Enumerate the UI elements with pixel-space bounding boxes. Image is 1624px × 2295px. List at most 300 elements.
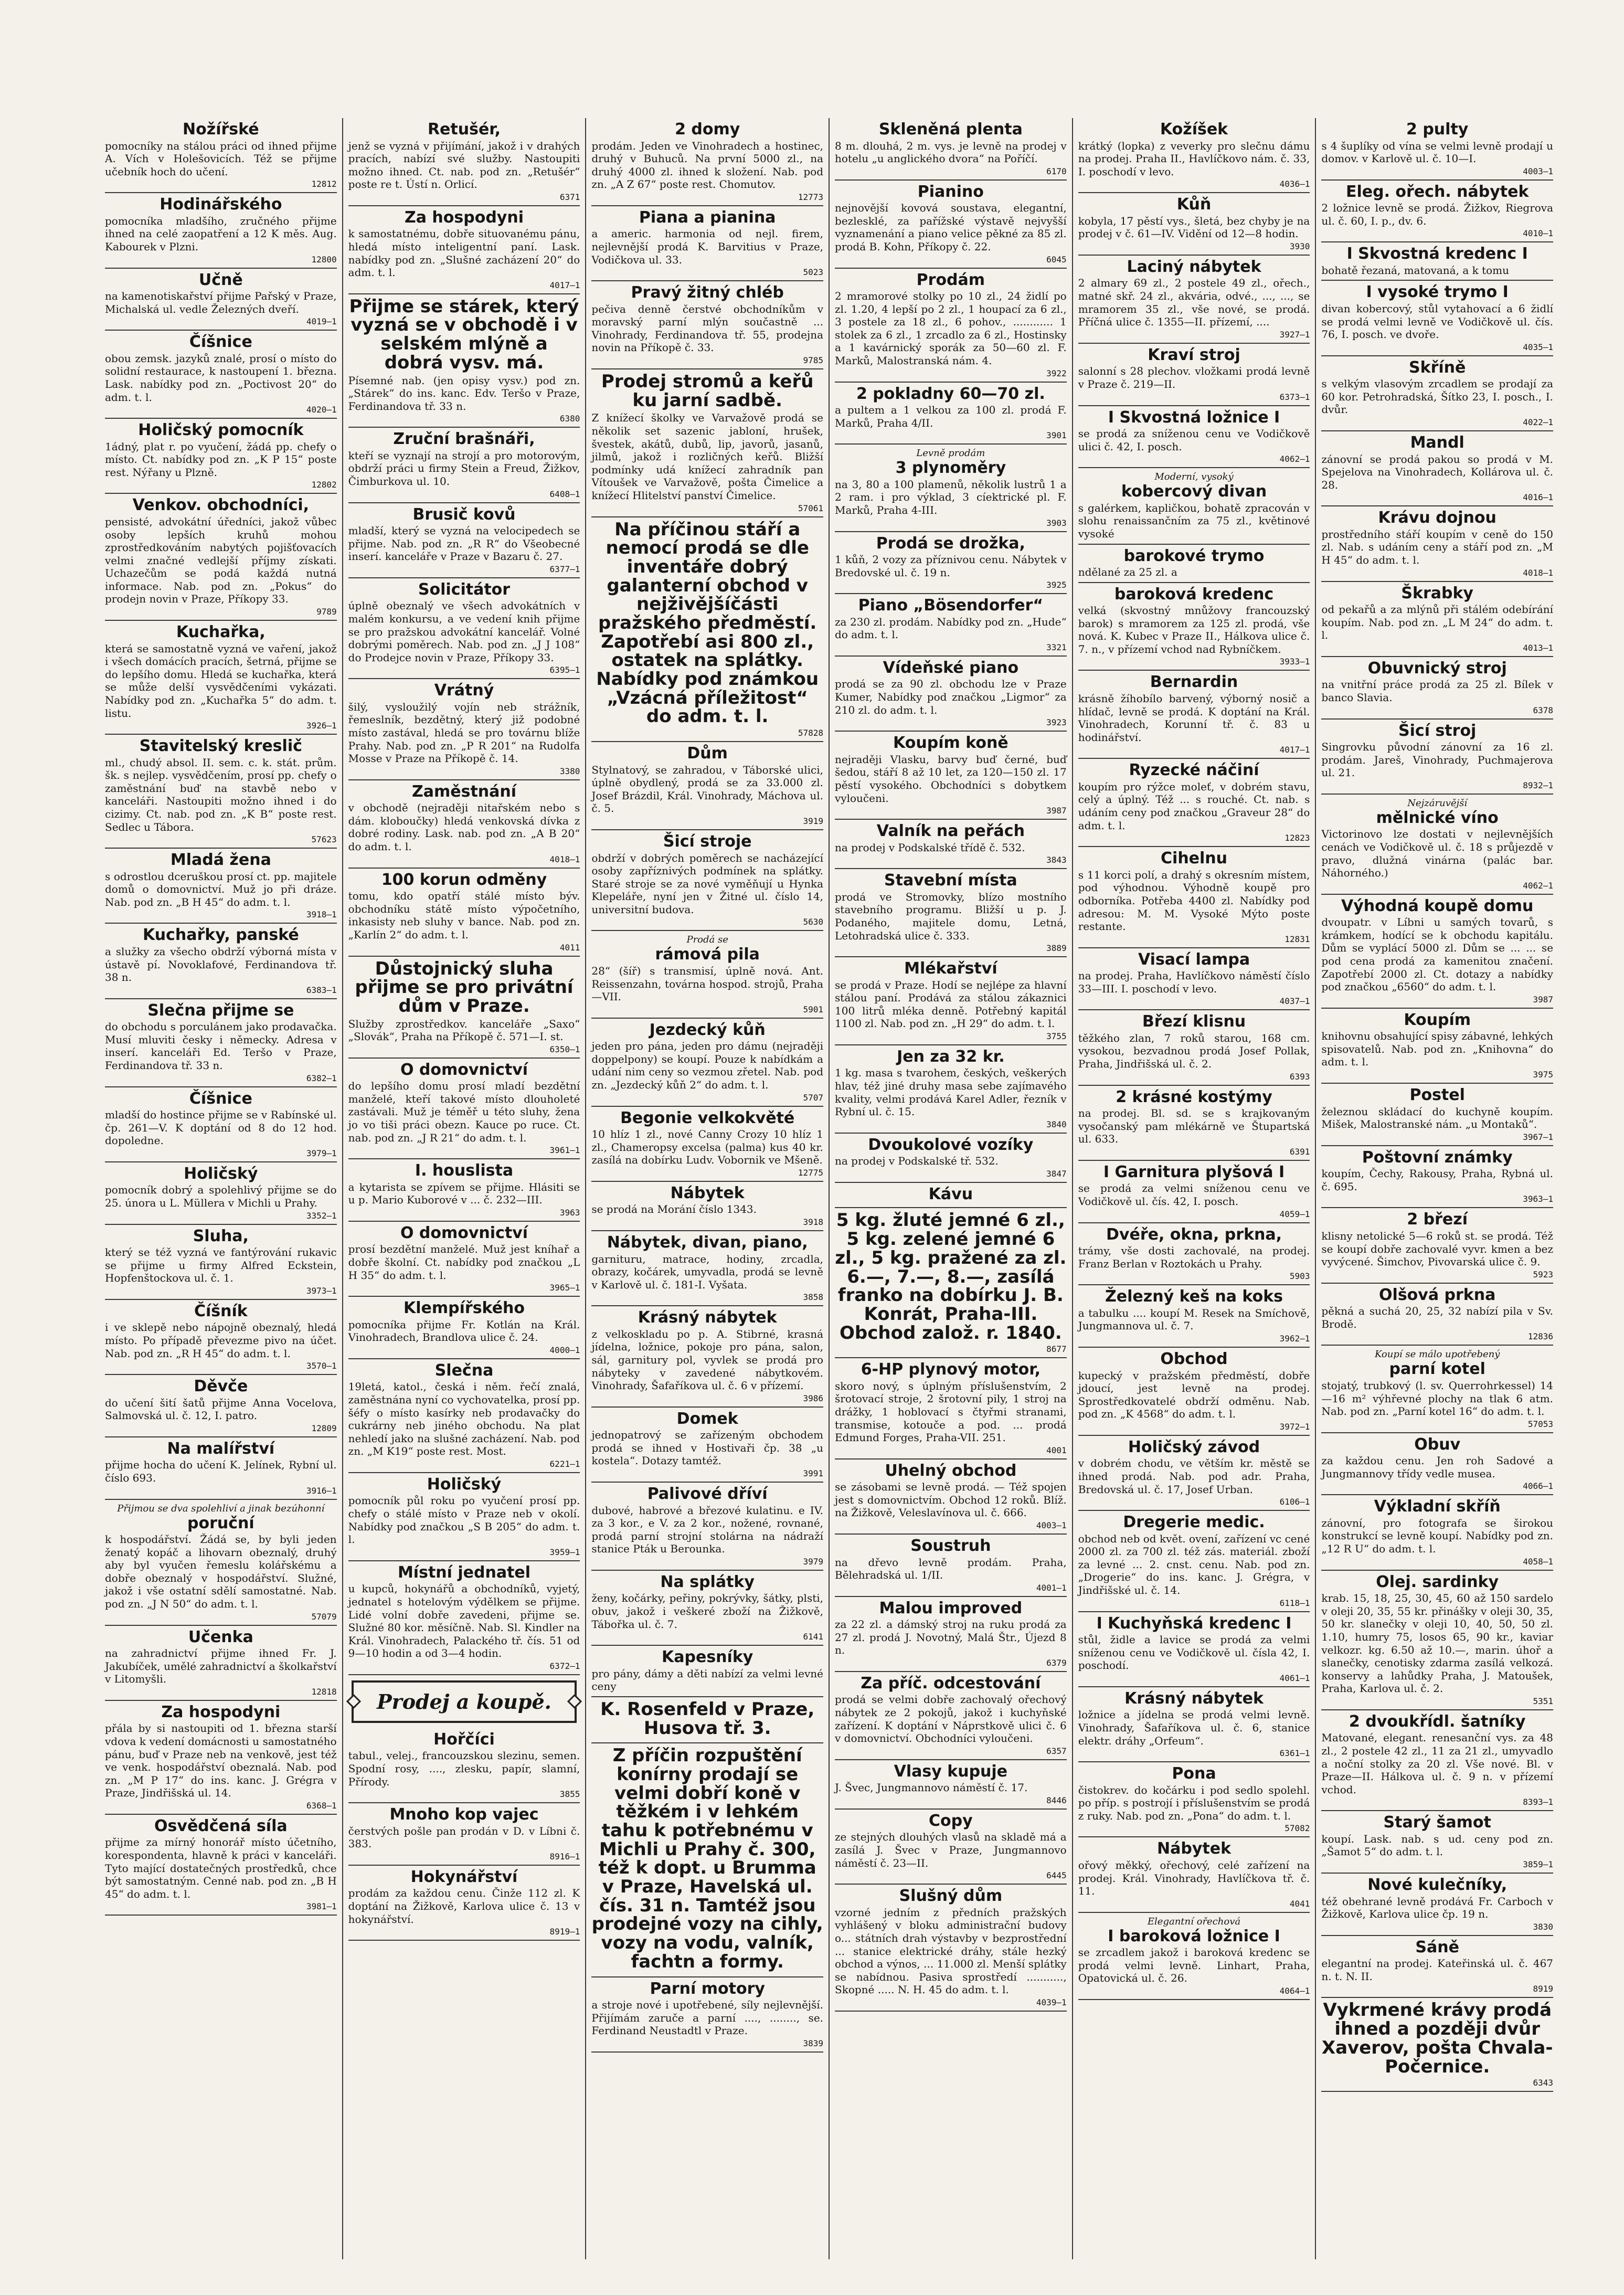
classified-ad bbox=[835, 1045, 1067, 1134]
ad-reference-number: 4059—1 bbox=[1279, 1209, 1310, 1219]
ad-reference-number: 5630 bbox=[803, 917, 824, 927]
ad-headline: Retušér, bbox=[427, 120, 501, 139]
ad-headline: I Skvostná kredenc I bbox=[1346, 245, 1528, 263]
classified-ad bbox=[1321, 657, 1553, 720]
ad-text: z velkoskladu po p. A. Stibrné, krasná jídelna, ložnice, pokoje pro pána, salon, sál, garnitury pol, vyvlek se prodá pro nábyteky v zavedené nábytkovém. Vinohrady, Šafaříkova ul. č. 6 v přízemí. bbox=[591, 1327, 824, 1392]
ad-headline: Nové kulečníky, bbox=[1367, 1876, 1508, 1895]
ad-headline: Učně bbox=[198, 270, 243, 289]
classified-ad bbox=[835, 1183, 1067, 1209]
ad-reference-number: 5351 bbox=[1533, 1696, 1554, 1706]
ad-reference-number: 3981—1 bbox=[306, 1901, 337, 1912]
ad-reference-number: 4003—1 bbox=[1523, 166, 1554, 176]
ad-text: prosí bezdětní manželé. Muž jest kníhař a dobře školní. Ct. nabídky pod značkou „L H 35“ do adm. t. l. bbox=[348, 1243, 580, 1282]
ad-text: ložnice a jídelna se prodá velmi levně. Vinohrady, Šafaříkova ul. č. 6, stanice elektr. dráhy „Orfeum“. bbox=[1078, 1708, 1310, 1747]
ad-headline: Za příč. odcestování bbox=[861, 1674, 1041, 1693]
classified-ad bbox=[835, 1460, 1067, 1535]
ad-reference-number: 4035—1 bbox=[1523, 342, 1554, 352]
ad-headline: Vykrmené krávy prodá ihned a později dvůr Xaverov, pošta Chvala-Počernice. bbox=[1321, 2000, 1553, 2077]
ad-text: 2 ložnice levně se prodá. Žižkov, Riegrova ul. č. 60, I. p., dv. 6. bbox=[1321, 202, 1554, 227]
ad-text: jednopatrový se zařízeným obchodem prodá se ihned v Hostivaři čp. 38 „u kostela“. Dotazy tamtéž. bbox=[591, 1429, 824, 1467]
ad-text: 28“ (šíř) s transmisí, úplně nová. Ant. Reissenzahn, továrna hospod. strojů, Praha—VII. bbox=[591, 964, 824, 1003]
ad-text: 1 kůň, 2 vozy za příznivou cenu. Nábytek v Bredovské ul. č. 19 n. bbox=[835, 553, 1067, 579]
classified-ad bbox=[1321, 1811, 1553, 1874]
classified-ad bbox=[835, 732, 1067, 820]
ad-headline: Piano „Bösendorfer“ bbox=[858, 596, 1044, 615]
classified-ad bbox=[835, 594, 1067, 657]
ad-reference-number: 3918—1 bbox=[306, 909, 337, 920]
ad-headline: Za hospodyni bbox=[404, 208, 524, 227]
classified-ad bbox=[105, 924, 337, 999]
ad-headline: Domek bbox=[676, 1409, 738, 1428]
ad-headline: Sluha, bbox=[193, 1226, 249, 1245]
ad-headline: 2 pulty bbox=[1406, 120, 1469, 139]
ad-headline: Hokynářství bbox=[410, 1867, 518, 1886]
ad-text: jeden pro pána, jeden pro dámu (nejraději doppelpony) se koupí. Pouze k nabídkám a udání nim ceny so vezmou zřetel. Nab. pod zn. „Jezdecký kůň 2“ do adm. t. l. bbox=[591, 1040, 824, 1092]
ad-reference-number: 5901 bbox=[803, 1004, 824, 1014]
ad-headline: Z příčin rozpuštění konírny prodají se velmi dobří koně v těžkém i v lehkém tahu k potřebnému v Michli u Prahy č. 300, též k dopt. u Brumma v Praze, Havelská ul. čís. 31 n. Tamtéž jsou prodejné vozy na cihly, vozy na vodu, valník, fachtn a formy. bbox=[591, 1745, 823, 1972]
ad-reference-number: 8677 bbox=[1046, 1344, 1067, 1355]
ad-headline: Jezdecký kůň bbox=[649, 1020, 766, 1039]
ad-text: Z knížecí školky ve Varvažově prodá se několik set sazenic jabloní, hrušek, švestek, akátů, dubů, lip, javorů, jasanů, jilmů, jakož i rozličných keřů. Bližší podmínky udá knížecí zahradník pan Vítoušek ve Varvažově, pošta Čimelice a knížecí Hlitelství panství Čimelice. bbox=[591, 411, 824, 502]
classified-ad bbox=[835, 1810, 1067, 1885]
ad-headline: Bernardin bbox=[1150, 673, 1238, 692]
classified-ad bbox=[348, 1059, 580, 1159]
classified-ad bbox=[105, 118, 337, 193]
ad-text: tabul., velej., francouzskou slezinu, semen. Spodní rosy, ...., zlesku, papír, slamní, Přírody. bbox=[348, 1749, 580, 1788]
ad-text: úplně obeznalý ve všech advokátních v malém konkursu, a ve vedení knih přijme se pro pražskou advokátní kancelář. Volné dobrými poměrech. Nab. pod zn. „J J 108“ do Prodejce novin v Praze, Příkopy 33. bbox=[348, 599, 580, 664]
classified-ad bbox=[105, 999, 337, 1087]
ad-text: do učení šití šatů přijme Anna Vocelova, Salmovská ul. č. 12, I. patro. bbox=[105, 1396, 337, 1422]
classified-ad bbox=[835, 118, 1067, 181]
ad-reference-number: 4016—1 bbox=[1523, 492, 1554, 503]
ad-headline: Přijme se stárek, který vyzná se v obchodě i v selském mlýně a dobrá vysv. má. bbox=[349, 295, 579, 373]
ad-text: salonní s 28 plechov. vložkami prodá levně v Praze č. 219—II. bbox=[1078, 365, 1310, 390]
classified-ad bbox=[591, 206, 823, 281]
ad-text: ze stejných dlouhých vlasů na skladě má a zasílá J. Švec v Praze, Jungmannovo náměstí č. 23—II. bbox=[835, 1831, 1067, 1869]
ad-text: se zásobami se levně prodá. — Též spojen jest s domovnictvím. Obchod 12 roků. Blíž. na Žižkově, Veleslavínova ul. č. 666. bbox=[835, 1480, 1067, 1519]
classified-ad bbox=[591, 742, 823, 830]
ad-reference-number: 4066—1 bbox=[1523, 1481, 1554, 1492]
ad-headline: Dvoukolové vozíky bbox=[868, 1135, 1034, 1154]
classified-ad bbox=[1321, 1346, 1553, 1433]
ad-text: 2 mramorové stolky po 10 zl., 24 židlí po zl. 1.20, 4 lepší po 2 zl., 1 houpací za 6 zl., 3 postele za 18 zl., 6 pohov., ............ 1 stolek za 6 zl., 1 zrcadlo za 6 zl., Hostinsky a 1 kavárnický sporák za 50—60 zl. F. Marků, Malostranská nám. 4. bbox=[835, 290, 1067, 367]
ad-text: pomocníky na stálou práci od ihned přijme A. Vích v Holešovicích. Též se přijme učebník hoch do učení. bbox=[105, 139, 337, 178]
ad-text: Matované, elegant. renesanční vys. za 48 zl., 2 postele 42 zl., 11 za 21 zl., umyvadlo a noční stolky za 20 zl. Vše nové. Bl. v Praze—II. Hálkova ul. č. 9 n. v přízemí vchod. bbox=[1321, 1731, 1554, 1796]
ad-reference-number: 6368—1 bbox=[306, 1800, 337, 1811]
ad-headline: I. houslista bbox=[415, 1161, 514, 1180]
ad-headline: Nožířské bbox=[183, 120, 259, 139]
ad-headline: Hořčíci bbox=[433, 1730, 495, 1749]
classified-ad bbox=[835, 657, 1067, 732]
ad-reference-number: 6045 bbox=[1046, 254, 1067, 265]
ad-text: šilý, vysloužilý vojín neb strážník, řemeslník, bezdětný, který již podobné místo zastával, hledá se pro továrnu blíže Prahy. Nab. pod zn. „P R 201“ na Rudolfa Mosse v Praze na Příkopě č. 14. bbox=[348, 700, 580, 765]
ad-text: se prodá za sníženou cenu ve Vodičkově ulici č. 42, I. posch. bbox=[1078, 427, 1310, 453]
ad-headline: Šicí stroj bbox=[1398, 721, 1477, 740]
ad-text: s 11 korci polí, a drahý s okresním místem, pod výhodnou. Výhodně koupě pro odborníka. Potřeba 4400 zl. Nabídky pod adresou: M. M. Vysoké Mýto poste restante. bbox=[1078, 868, 1310, 933]
ad-text: prodám. Jeden ve Vinohradech a hostinec, druhý v Buhuců. Na první 5000 zl., na druhý 4000 zl. ihned k složení. Nab. pod zn. „A Z 67“ poste rest. Chomutov. bbox=[591, 139, 824, 191]
ad-text: též obehrané levně prodává Fr. Carboch v Žižkově, Karlova ulice čp. 19 n. bbox=[1321, 1895, 1554, 1921]
ad-headline: rámová pila bbox=[655, 945, 760, 964]
classified-ad bbox=[348, 206, 580, 294]
ad-headline: Učenka bbox=[188, 1627, 253, 1646]
classified-ad bbox=[1078, 1285, 1310, 1348]
classified-ad bbox=[348, 503, 580, 578]
ad-reference-number: 6221—1 bbox=[549, 1458, 580, 1469]
ad-headline: Na příčinou stáří a nemocí prodá se dle inventáře dobrý galanterní obchod v nejživějšíčásti pražského předměstí. Zapotřebí asi 800 zl., ostatek na splátky. Nabídky pod známkou „Vzácná příležitost“ do adm. t. l. bbox=[596, 519, 819, 727]
ad-reference-number: 4019—1 bbox=[306, 316, 337, 327]
ad-text: do lepšího domu prosí mladí bezdětní manželé, kteří takové místo dlouholeté zastávali. Muž je téměř u této sluhy, žena jo vo tiši práci obezn. Kauce po ruce. Ct. nab. pod zn. „J R 21“ do adm. t. l. bbox=[348, 1080, 580, 1144]
classified-ad bbox=[591, 1571, 823, 1646]
ad-text: prodá se za 90 zl. obchodu lze v Praze Kumer, Nabídky pod značkou „Ligmor“ za 210 zl. do adm. t. l. bbox=[835, 678, 1067, 716]
ad-reference-number: 3930 bbox=[1289, 241, 1310, 251]
ad-reference-number: 6372—1 bbox=[549, 1661, 580, 1671]
ad-preface: Moderní, vysoký bbox=[1154, 471, 1234, 483]
ad-text: a služky za všecho obdrží výborná místa v ústavě pí. Novoklafové, Ferdinandova tř. 38 n. bbox=[105, 945, 337, 984]
ad-reference-number: 3991 bbox=[803, 1468, 824, 1479]
ad-reference-number: 3979—1 bbox=[306, 1148, 337, 1158]
ad-text: krásně žíhobílo barvený, výborný nosič a hlídač, levně se prodá. K doptání na Král. Vinohradech, Korunní tř. č. 83 u hodinářství. bbox=[1078, 692, 1310, 744]
classified-ad bbox=[105, 1225, 337, 1300]
ad-reference-number: 3840 bbox=[1046, 1119, 1067, 1129]
ad-reference-number: 3927—1 bbox=[1279, 329, 1310, 340]
ad-reference-number: 57623 bbox=[311, 834, 337, 845]
ad-reference-number: 3923 bbox=[1046, 717, 1067, 728]
ad-headline: Koupím bbox=[1404, 1010, 1471, 1029]
ad-reference-number: 4018—1 bbox=[549, 854, 580, 864]
ad-text: do obchodu s porculánem jako prodavačka. Musí mluviti česky i německy. Adresa v inserí. kanceláři Ed. Teršo v Praze, Ferdinandova tř. 33 n. bbox=[105, 1020, 337, 1072]
ad-reference-number: 3962—1 bbox=[1279, 1334, 1310, 1344]
ad-preface: Přijmou se dva spolehliví a jinak bezúhonní bbox=[117, 1503, 325, 1514]
ad-headline: Vlasy kupuje bbox=[894, 1762, 1008, 1781]
ad-reference-number: 12773 bbox=[798, 192, 824, 202]
ad-headline: Copy bbox=[929, 1811, 973, 1830]
ad-text: ženy, kočárky, peřiny, pokrývky, šátky, plsti, obuv, jakož i veškeré zboží na Žižkově, Tábořka ul. č. 7. bbox=[591, 1592, 824, 1631]
ad-headline: Výhodná koupě domu bbox=[1341, 896, 1534, 915]
ad-reference-number: 4062—1 bbox=[1523, 880, 1554, 891]
classified-ad bbox=[1078, 1837, 1310, 1912]
ad-headline: Venkov. obchodníci, bbox=[132, 496, 310, 515]
classified-ad bbox=[835, 1358, 1067, 1459]
classified-ad bbox=[1321, 895, 1553, 1009]
ad-headline: baroková kredenc bbox=[1114, 585, 1274, 604]
ad-reference-number: 4010—1 bbox=[1523, 228, 1554, 239]
ad-reference-number: 6395—1 bbox=[549, 665, 580, 675]
classified-ad bbox=[835, 269, 1067, 383]
ad-headline: Pravý žitný chléb bbox=[631, 283, 784, 302]
ad-reference-number: 8916—1 bbox=[549, 1851, 580, 1862]
ad-reference-number: 6170 bbox=[1046, 166, 1067, 176]
ad-reference-number: 3847 bbox=[1046, 1168, 1067, 1179]
ad-headline: Krásný nábytek bbox=[1124, 1689, 1264, 1708]
ad-text: na dřevo levně prodám. Praha, Bělehradská ul. 1/II. bbox=[835, 1556, 1067, 1582]
classified-ad bbox=[1078, 1913, 1310, 2000]
ad-headline: Palivové dříví bbox=[647, 1485, 768, 1504]
classified-ad bbox=[1321, 506, 1553, 581]
classified-ad bbox=[1078, 1436, 1310, 1511]
ad-headline: Piana a pianina bbox=[639, 208, 776, 227]
ad-reference-number: 6393 bbox=[1289, 1071, 1310, 1082]
ad-headline: Vrátný bbox=[434, 681, 494, 700]
ad-headline: Osvědčená síla bbox=[154, 1816, 288, 1835]
classified-ad bbox=[1321, 720, 1553, 795]
classified-ad bbox=[835, 1885, 1067, 2012]
ad-reference-number: 4003—1 bbox=[1036, 1520, 1067, 1530]
ad-reference-number: 12802 bbox=[311, 480, 337, 490]
ad-headline: Děvče bbox=[194, 1377, 248, 1396]
ad-reference-number: 4062—1 bbox=[1279, 454, 1310, 464]
ad-reference-number: 4001—1 bbox=[1036, 1582, 1067, 1593]
ad-text: s velkým vlasovým zrcadlem se prodají za 60 kor. Petrohradská, Šítko 23, I. posch., I. dvůr. bbox=[1321, 377, 1554, 416]
ad-headline: Březí klisnu bbox=[1142, 1012, 1246, 1031]
ad-reference-number: 4017—1 bbox=[1279, 745, 1310, 755]
ad-headline: Holičský bbox=[184, 1164, 258, 1183]
ad-reference-number: 4061—1 bbox=[1279, 1673, 1310, 1683]
ad-reference-number: 3986 bbox=[803, 1393, 824, 1403]
classified-ad bbox=[1321, 1284, 1553, 1346]
ad-text: dubové, habrové a březové kulatinu. e IV. za 3 kor., e V. za 2 kor., nožené, rovnané, prodá parní strojní stolárna na nádraží stanice Pták u Berounka. bbox=[591, 1504, 824, 1556]
ad-text: velká (skvostný mnůžovy francouzský barok) s mramorem za 125 zl. prodá, vše nová. K. Kubec v Praze II., Hálkova ulice č. 7. n., v přízemí vchod nad Rybníčkem. bbox=[1078, 604, 1310, 655]
ad-headline: Holičský závod bbox=[1128, 1437, 1260, 1456]
ad-text: krab. 15, 18, 25, 30, 45, 60 až 150 sardelo v oleji 20, 35, 55 kr. přinášky v oleji 30, 35, 50 kr. slanečky v oleji 10, 40, 50, 50 zl. 1.10, humry 75, losos 65, 90 kr., kaviar velkozr. kg. 6.50 až 10.—, marin. úhoř a slanečky, cenotisky zdarma zasílá velkozá. konservy a lahůdky Praha, J. Matoušek, Praha, Karlova ul. č. 2. bbox=[1321, 1592, 1554, 1695]
ad-headline: Starý šamot bbox=[1383, 1813, 1491, 1832]
ad-text: přijme hocha do učení K. Jelínek, Rybní ul. číslo 693. bbox=[105, 1458, 337, 1484]
classified-ad bbox=[1078, 583, 1310, 671]
ad-reference-number: 4013—1 bbox=[1523, 642, 1554, 653]
ad-text: u kupců, hokynářů a obchodníků, vyjetý, jednatel s hotelovým výdělkem se přijme. Lidé volní dobře zavedeni, přijme se. Služné 80 kor. měsíčně. Nab. Sl. Kindler na Král. Vinohradech, Palackého tř. čís. 51 od 9—10 hodin a od 3—4 hodin. bbox=[348, 1582, 580, 1660]
ad-reference-number: 8446 bbox=[1046, 1795, 1067, 1805]
classified-ad bbox=[1321, 118, 1553, 181]
ad-headline: Pianino bbox=[917, 182, 984, 201]
ad-headline: Soustruh bbox=[910, 1537, 991, 1555]
ad-text: od pekařů a za mlýnů při stálém odebírání koupím. Nab. pod zn. „L M 24“ do adm. t. l. bbox=[1321, 603, 1554, 642]
ad-reference-number: 3979 bbox=[803, 1556, 824, 1567]
ad-text: v obchodě (nejraději nitařském nebo s dám. kloboučky) hledá venkovská dívka z dobré rodiny. Lask. nab. pod zn. „A B 20“ do adm. t. l. bbox=[348, 801, 580, 853]
classified-ad bbox=[348, 1297, 580, 1359]
classified-ad bbox=[1321, 1998, 1553, 2092]
ad-text: garnituru, matrace, hodiny, zrcadla, obrazy, kočárek, umyvadla, prodá se levně v Karlově ul. č. 181-I. Vyšata. bbox=[591, 1252, 824, 1291]
classified-ad bbox=[1078, 759, 1310, 847]
ad-text: pomocník dobrý a spolehlivý přijme se do 25. února u L. Müllera v Michli u Prahy. bbox=[105, 1183, 337, 1209]
ad-text: 10 hlíz 1 zl., nové Canny Crozy 10 hlíz 1 zl., Chameropsy excelsa (palma) kus 40 kr. zasílá na dobírku Ludv. Vobornik ve Mšeně. bbox=[591, 1128, 824, 1167]
ad-reference-number: 5023 bbox=[803, 267, 824, 278]
ad-text: prostředního stáří koupím v ceně do 150 zl. Nab. s udáním ceny a stáří pod zn. „M H 45“ do adm. t. l. bbox=[1321, 527, 1554, 566]
classified-ad bbox=[105, 494, 337, 621]
ad-headline: Škrabky bbox=[1401, 584, 1473, 602]
ad-headline: 6-HP plynový motor, bbox=[861, 1360, 1041, 1379]
ad-reference-number: 3925 bbox=[1046, 580, 1067, 590]
ad-headline: I Kuchyňská kredenc I bbox=[1096, 1614, 1292, 1633]
classified-ad bbox=[348, 294, 580, 428]
classified-ad bbox=[105, 849, 337, 924]
ad-text: kteří se vyznají na strojí a pro motorovým, obdrží práci u firmy Stein a Freud, Žižkov, Čimburkova ul. 10. bbox=[348, 449, 580, 488]
classified-ad bbox=[1321, 1936, 1553, 1998]
ad-headline: Prodá se drožka, bbox=[876, 534, 1025, 553]
ad-text: a americ. harmonia od nejl. firem, nejlevnější prodá K. Barvitius v Praze, Vodičkova ul. 33. bbox=[591, 227, 824, 266]
classified-ad bbox=[1078, 1010, 1310, 1085]
ad-reference-number: 3919 bbox=[803, 816, 824, 826]
ad-text: skoro nový, s úplným příslušenstvím, 2 šrotovací stroje, 2 šrotovní pily, 1 stroj na drážky, 1 hoblovací s čtyřmi stranami, transmise, kotouče a pod. ... prodá Edmund Forges, Praha-VII. 251. bbox=[835, 1379, 1067, 1444]
classified-ad bbox=[1078, 193, 1310, 256]
ad-reference-number: 12809 bbox=[311, 1423, 337, 1433]
ad-text: bohatě řezaná, matovaná, a k tomu bbox=[1321, 263, 1510, 277]
ad-headline: mělnické víno bbox=[1376, 808, 1499, 827]
classified-ad bbox=[591, 830, 823, 931]
classified-ad bbox=[348, 118, 580, 206]
column-6 bbox=[1315, 118, 1558, 2259]
ad-text: a pultem a 1 velkou za 100 zl. prodá F. Marků, Praha 4/II. bbox=[835, 404, 1067, 429]
ad-reference-number: 9785 bbox=[803, 355, 824, 366]
ad-headline: Důstojnický sluha přijme se pro privátní dům v Praze. bbox=[355, 958, 574, 1017]
ad-text: zánovní se prodá pakou so prodá v M. Spejelova na Vinohradech, Kollárova ul. č. 28. bbox=[1321, 452, 1554, 491]
ad-reference-number: 12775 bbox=[798, 1167, 824, 1178]
ad-headline: Postel bbox=[1409, 1086, 1465, 1105]
ad-headline: Kraví stroj bbox=[1148, 345, 1240, 364]
ad-headline: Krásný nábytek bbox=[638, 1308, 777, 1327]
ad-headline: Vídeňské piano bbox=[883, 658, 1019, 677]
ad-text: kupecký v pražském předměstí, dobře jdoucí, jest levně na prodej. Sprostředkovatelé obdrží odměnu. Nab. pod zn. „K 4568“ do adm. t. l. bbox=[1078, 1369, 1310, 1421]
classified-ad bbox=[1078, 1348, 1310, 1436]
ad-headline: Číšnice bbox=[189, 1089, 252, 1108]
classified-ad bbox=[348, 428, 580, 503]
ad-text: J. Švec, Jungmannovo náměstí č. 17. bbox=[835, 1781, 1028, 1794]
ad-text: prodá ve Stromovky, blízo mostního stavebního programu. Bližší u p. J. Podaného, majitele domu, Letná, Letohradská ulice č. 333. bbox=[835, 890, 1067, 942]
ad-reference-number: 4018—1 bbox=[1523, 567, 1554, 578]
ad-headline: Klempířského bbox=[404, 1299, 525, 1318]
ad-text: elegantní na prodej. Kateřinská ul. č. 467 n. t. N. II. bbox=[1321, 1957, 1554, 1983]
classified-ad bbox=[1321, 281, 1553, 356]
ad-headline: Sáně bbox=[1415, 1938, 1459, 1956]
ad-text: na prodej v Podskalské tř. 532. bbox=[835, 1155, 999, 1168]
ad-text: k samostatnému, dobře situovanému pánu, hledá místo inteligentní paní. Lask. nabídky pod zn. „Slušné zacházení 20“ do adm. t. l. bbox=[348, 227, 580, 279]
ad-text: Písemné nab. (jen opisy vysv.) pod zn. „Stárek“ do ins. kanc. Edv. Teršo v Praze, Ferdinandova tř. 33 n. bbox=[348, 374, 580, 413]
ad-headline: Eleg. ořech. nábytek bbox=[1345, 182, 1529, 201]
ad-text: stojatý, trubkový (l. sv. Querrohrkessel) 14—16 m² výhřevné plochy na tlak 6 atm. Nab. pod zn. „Parní kotel 16“ do adm. t. l. bbox=[1321, 1379, 1554, 1418]
classified-ad bbox=[1078, 468, 1310, 544]
classified-ad bbox=[1078, 1762, 1310, 1837]
ad-reference-number: 12836 bbox=[1527, 1331, 1554, 1342]
ad-text: pensisté, advokátní úředníci, jakož vůbec osoby lepších kruhů mohou zprostředkováním nabytých pojišťovacích velmi značné vedlejší příjmy získati. Uchazečům se podá každá nutná informace. Nab. pod zn. „Pokus“ do prodejn novin v Praze, Příkopy 33. bbox=[105, 515, 337, 606]
ad-reference-number: 3972—1 bbox=[1279, 1421, 1310, 1432]
ad-headline: poruční bbox=[187, 1514, 254, 1532]
classified-ad bbox=[348, 1359, 580, 1473]
ad-text: dvoupatr. v Líbni u samých tovarů, s krámkem, hodící se k obchodu kapitálu. Dům se vyplácí 5000 zl. Dům se ... ... se pod cena prodá za kamenitou značení. Zapotřebí 2000 zl. Ct. dotazy a nabídky pod značkou „6560“ do adm. t. l. bbox=[1321, 916, 1554, 993]
ad-reference-number: 6408—1 bbox=[549, 489, 580, 499]
classified-ad bbox=[1321, 1146, 1553, 1209]
ad-reference-number: 3755 bbox=[1046, 1031, 1067, 1041]
ad-text: koupím, Čechy, Rakousy, Praha, Rybná ul. č. 695. bbox=[1321, 1167, 1554, 1193]
classified-ad bbox=[105, 1087, 337, 1162]
ad-text: pro pány, dámy a děti nabízí za velmi levné ceny bbox=[591, 1667, 824, 1693]
classified-ad bbox=[105, 1626, 337, 1701]
ad-text: Služby zprostředkov. kanceláře „Saxo“ „Slovák“, Praha na Příkopě č. 571—I. st. bbox=[348, 1017, 580, 1043]
ad-text: za 230 zl. prodám. Nabídky pod zn. „Hude“ do adm. t. l. bbox=[835, 615, 1067, 641]
ad-reference-number: 57082 bbox=[1285, 1823, 1310, 1834]
classified-ad bbox=[348, 1728, 580, 1803]
classified-ad bbox=[591, 1743, 823, 1977]
classified-ad bbox=[348, 1222, 580, 1297]
ad-text: se zrcadlem jakož i baroková kredenc se prodá velmi levně. Linhart, Praha, Opatovická ul. č. 26. bbox=[1078, 1946, 1310, 1985]
column-2 bbox=[342, 118, 586, 2259]
ad-text: s odrostlou dceruškou prosí ct. pp. majitele domů o domovnictví. Muž jo při dráze. Nab. pod zn. „B H 45“ do adm. t. l. bbox=[105, 870, 337, 908]
ad-text: koupí. Lask. nab. s ud. ceny pod zn. „Šamot 5“ do adm. t. l. bbox=[1321, 1832, 1554, 1858]
ad-preface: Koupí se málo upotřebený bbox=[1374, 1349, 1500, 1360]
ad-reference-number: 6141 bbox=[803, 1632, 824, 1642]
ad-headline: I vysoké trymo I bbox=[1366, 283, 1509, 302]
column-4 bbox=[829, 118, 1072, 2259]
ad-reference-number: 6357 bbox=[1046, 1746, 1067, 1756]
ad-reference-number: 8919—1 bbox=[549, 1927, 580, 1937]
ad-reference-number: 57079 bbox=[311, 1611, 337, 1622]
ad-reference-number: 3843 bbox=[1046, 855, 1067, 865]
classified-ad bbox=[1078, 545, 1310, 583]
ad-reference-number: 6383—1 bbox=[306, 985, 337, 995]
ad-reference-number: 9789 bbox=[316, 607, 337, 617]
classified-ad bbox=[1321, 242, 1553, 281]
ad-reference-number: 6377—1 bbox=[549, 564, 580, 574]
classified-ad bbox=[1321, 1710, 1553, 1811]
ad-headline: Kuchařka, bbox=[176, 623, 266, 642]
ad-text: 19letá, katol., česká i něm. řečí znalá, zaměstnána nyní co vychovatelka, prosí pp. šéfy o místo kasírky neb prodavačky do cukrárny neb jiného obchodu. Na plat nehledí jako na slušné zacházení. Nab. pod zn. „M K19“ poste rest. Most. bbox=[348, 1380, 580, 1458]
classified-ad bbox=[348, 869, 580, 957]
ad-reference-number: 8919 bbox=[1533, 1984, 1554, 1994]
ad-headline: Ryzecké náčiní bbox=[1129, 761, 1259, 780]
ad-headline: I Garnitura plyšová I bbox=[1103, 1162, 1285, 1181]
ad-preface: Prodá se bbox=[686, 934, 728, 946]
ad-text: a stroje nové i upotřebené, síly nejlevnější. Přijímám zaruče a parní ...., ........, se. Ferdinand Neustadtl v Praze. bbox=[591, 1998, 824, 2037]
ad-text: Stylnatový, se zahradou, v Táborské ulici, úplně obydlený, prodá se za 33.000 zl. Josef Brázdil, Král. Vinohrady, Máchova ul. č. 5. bbox=[591, 763, 824, 815]
classified-ad bbox=[105, 419, 337, 494]
ad-headline: Železný keš na koks bbox=[1105, 1287, 1283, 1306]
classified-ad bbox=[591, 1182, 823, 1231]
ad-reference-number: 3987 bbox=[1533, 994, 1554, 1004]
classified-ad bbox=[1078, 1612, 1310, 1687]
ad-text: pěkná a suchá 20, 25, 32 nabízí pila v Sv. Brodě. bbox=[1321, 1305, 1554, 1330]
ad-reference-number: 6391 bbox=[1289, 1146, 1310, 1157]
classified-ad bbox=[1321, 582, 1553, 657]
ad-reference-number: 3961—1 bbox=[549, 1145, 580, 1156]
ad-text: železnou skládací do kuchyně koupím. Mišek, Malostranské nám. „u Montaků“. bbox=[1321, 1105, 1554, 1131]
classified-ad bbox=[105, 1162, 337, 1225]
ad-text: a tabulku .... koupí M. Resek na Smíchově, Jungmannova ul. č. 7. bbox=[1078, 1306, 1310, 1332]
ad-headline: 2 pokladny 60—70 zl. bbox=[856, 384, 1045, 403]
ad-headline: Malou improved bbox=[879, 1599, 1023, 1617]
ad-reference-number: 3859—1 bbox=[1523, 1859, 1554, 1870]
ad-text: s 4 šuplíky od vína se velmi levně prodají u domov. v Karlově ul. č. 10—I. bbox=[1321, 139, 1554, 165]
ad-reference-number: 6382—1 bbox=[306, 1073, 337, 1083]
classified-ad bbox=[1078, 406, 1310, 469]
ad-headline: 2 dvoukřídl. šatníky bbox=[1349, 1712, 1526, 1731]
classified-ad bbox=[348, 957, 580, 1059]
ad-headline: 2 březí bbox=[1407, 1210, 1468, 1229]
classified-ad bbox=[105, 1815, 337, 1916]
ad-reference-number: 12818 bbox=[311, 1686, 337, 1697]
ad-headline: Mlékařství bbox=[904, 959, 997, 978]
ad-text: tomu, kdo opatří stálé místo býv. obchodníku státě místo výpočetního, inkasisty neb sluhy v bance. Nab. pod zn. „Karlín 2“ do adm. t. l. bbox=[348, 890, 580, 941]
ad-text: která se samostatně vyzná ve vaření, jakož i všech domácích pracích, šetrná, přijme se do lepšího domu. Hledá se kuchařka, která se může delší vysvědčeními vykázati. Nabídky pod zn. „Kuchařka 5“ do adm. t. listu. bbox=[105, 642, 337, 720]
ad-reference-number: 3918 bbox=[803, 1217, 824, 1227]
ad-headline: Visací lampa bbox=[1138, 950, 1250, 969]
ad-reference-number: 12800 bbox=[311, 254, 337, 265]
ad-headline: Pona bbox=[1172, 1764, 1216, 1783]
ad-text: mladší, který se vyzná na velocipedech se přijme. Nab. pod zn. „R R“ do Všeobecné inserí. kanceláře v Praze v Bazaru č. 27. bbox=[348, 524, 580, 563]
ad-preface: Levně prodám bbox=[916, 448, 985, 459]
ad-reference-number: 3963 bbox=[559, 1207, 580, 1218]
ad-headline: Obuv bbox=[1414, 1435, 1461, 1454]
ad-text: prodá se velmi dobře zachovalý ořechový nábytek ze 2 pokojů, jakož i kuchyňské zařízení. K doptání v Náprstkově ulici č. 6 v domovnictví. Obchodníci vyloučeni. bbox=[835, 1693, 1067, 1745]
ad-text: nejraději Vlasku, barvy buď černé, buď šedou, stáří 8 až 10 let, za 120—150 zl. 17 pěstí vysokého. Obchodníci s dobytkem vyloučeni. bbox=[835, 753, 1067, 805]
ad-headline: Číšník bbox=[194, 1302, 248, 1320]
ad-text: čerstvých pošle pan prodán v D. v Líbni č. 383. bbox=[348, 1824, 580, 1850]
